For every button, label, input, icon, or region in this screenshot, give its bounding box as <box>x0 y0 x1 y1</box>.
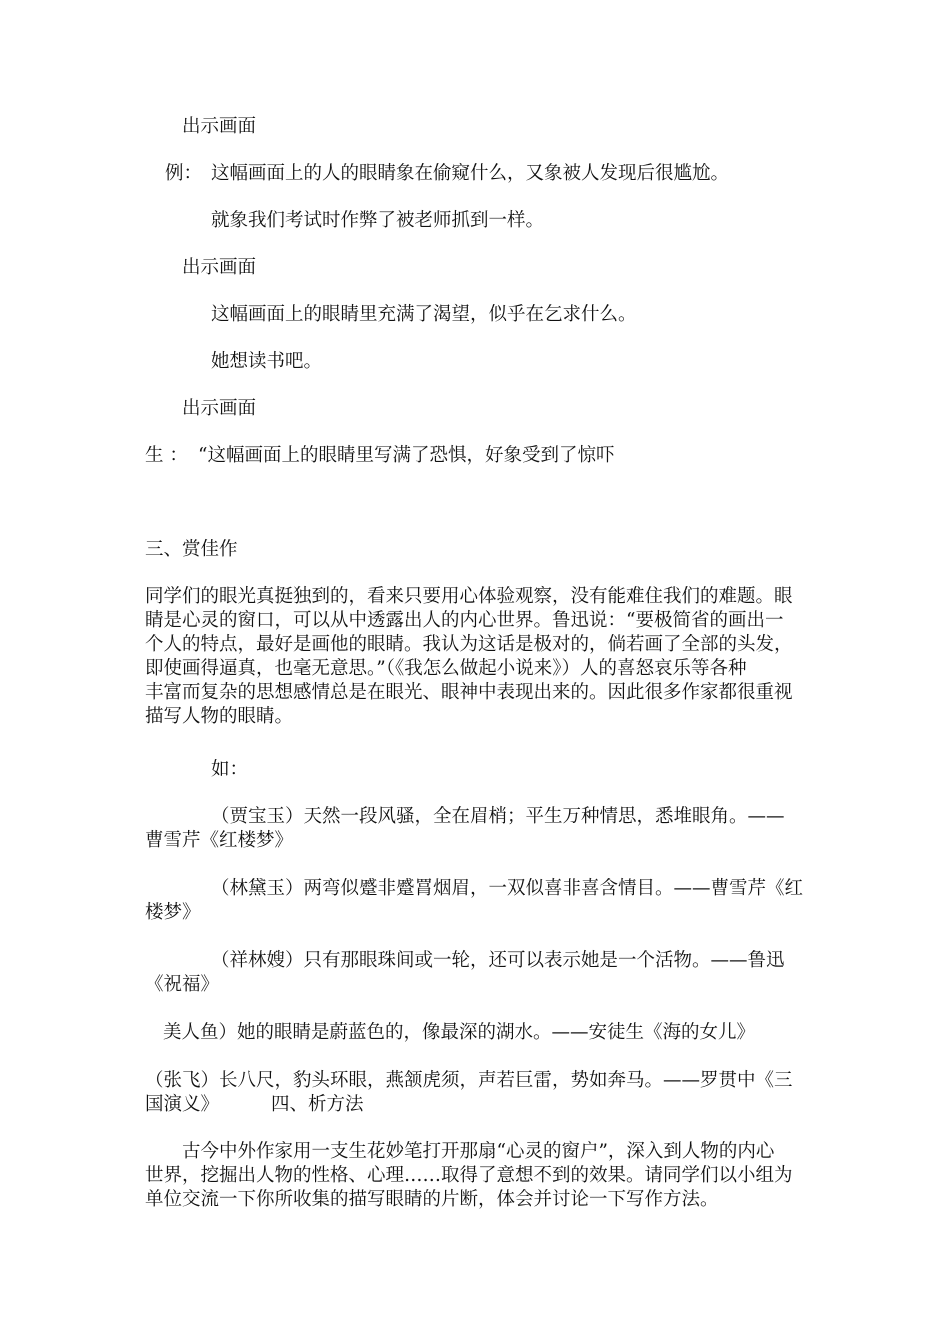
quote-lin-daiyu: （林黛玉）两弯似蹙非蹙罥烟眉，一双似喜非喜含情目。——曹雪芹《红 <box>211 878 804 899</box>
quote-zhang-fei: （张飞）长八尺，豹头环眼，燕颔虎须，声若巨雷，势如奔马。——罗贯中《三 <box>145 1070 793 1091</box>
student-label: 生 ： <box>145 445 188 466</box>
quote-jia-baoyu: （贾宝玉）天然一段风骚，全在眉梢；平生万种情思，悉堆眼角。—— <box>211 806 785 827</box>
method-paragraph-line: 古今中外作家用一支生花妙笔打开那扇“心灵的窗户”，深入到人物的内心 <box>182 1141 775 1162</box>
paragraph-line: 个人的特点，最好是画他的眼睛。我认为这话是极对的，倘若画了全部的头发， <box>145 634 793 655</box>
section-heading-3: 三、赏佳作 <box>145 539 238 560</box>
method-paragraph-line: 单位交流一下你所收集的描写眼睛的片断，体会并讨论一下写作方法。 <box>145 1189 719 1210</box>
show-picture-2: 出示画面 <box>182 257 257 278</box>
paragraph-line: 睛是心灵的窗口，可以从中透露出人的内心世界。鲁迅说：“要极简省的画出一 <box>145 610 784 631</box>
intro-paragraph <box>145 585 809 729</box>
quote-zhang-fei-source: 国演义》 <box>145 1094 220 1115</box>
method-paragraph-line: 世界，挖掘出人物的性格、心理……取得了意想不到的效果。请同学们以小组为 <box>145 1165 793 1186</box>
student-answer: “这幅画面上的眼睛里写满了恐惧，好象受到了惊吓 <box>198 445 615 466</box>
show-picture-1: 出示画面 <box>182 116 257 137</box>
quote-jia-baoyu-source: 曹雪芹《红楼梦》 <box>145 830 294 851</box>
section-heading-4: 四、析方法 <box>271 1094 364 1115</box>
quote-little-mermaid: 美人鱼）她的眼睛是蔚蓝色的，像最深的湖水。——安徒生《海的女儿》 <box>163 1022 756 1043</box>
quote-xianglin-sao-source: 《祝福》 <box>145 974 220 995</box>
example-1: 这幅画面上的人的眼睛象在偷窥什么，又象被人发现后很尴尬。 <box>211 163 730 184</box>
example-label: 例： <box>165 163 203 184</box>
paragraph-line: 同学们的眼光真挺独到的，看来只要用心体验观察，没有能难住我们的难题。眼 <box>145 586 793 607</box>
paragraph-line: 丰富而复杂的思想感情总是在眼光、眼神中表现出来的。因此很多作家都很重视 <box>145 682 793 703</box>
examples-intro: 如： <box>211 759 249 780</box>
show-picture-3: 出示画面 <box>182 398 257 419</box>
quote-lin-daiyu-source: 楼梦》 <box>145 902 201 923</box>
paragraph-line: 描写人物的眼睛。 <box>145 706 294 727</box>
paragraph-line: 即使画得逼真，也毫无意思。”（《我怎么做起小说来》）人的喜怒哀乐等各种 <box>145 658 747 679</box>
quote-xianglin-sao: （祥林嫂）只有那眼珠间或一轮，还可以表示她是一个活物。——鲁迅 <box>211 950 785 971</box>
example-2: 这幅画面上的眼睛里充满了渴望，似乎在乞求什么。 <box>211 304 637 325</box>
example-1-followup: 就象我们考试时作弊了被老师抓到一样。 <box>211 210 545 231</box>
example-2-followup: 她想读书吧。 <box>211 351 323 372</box>
